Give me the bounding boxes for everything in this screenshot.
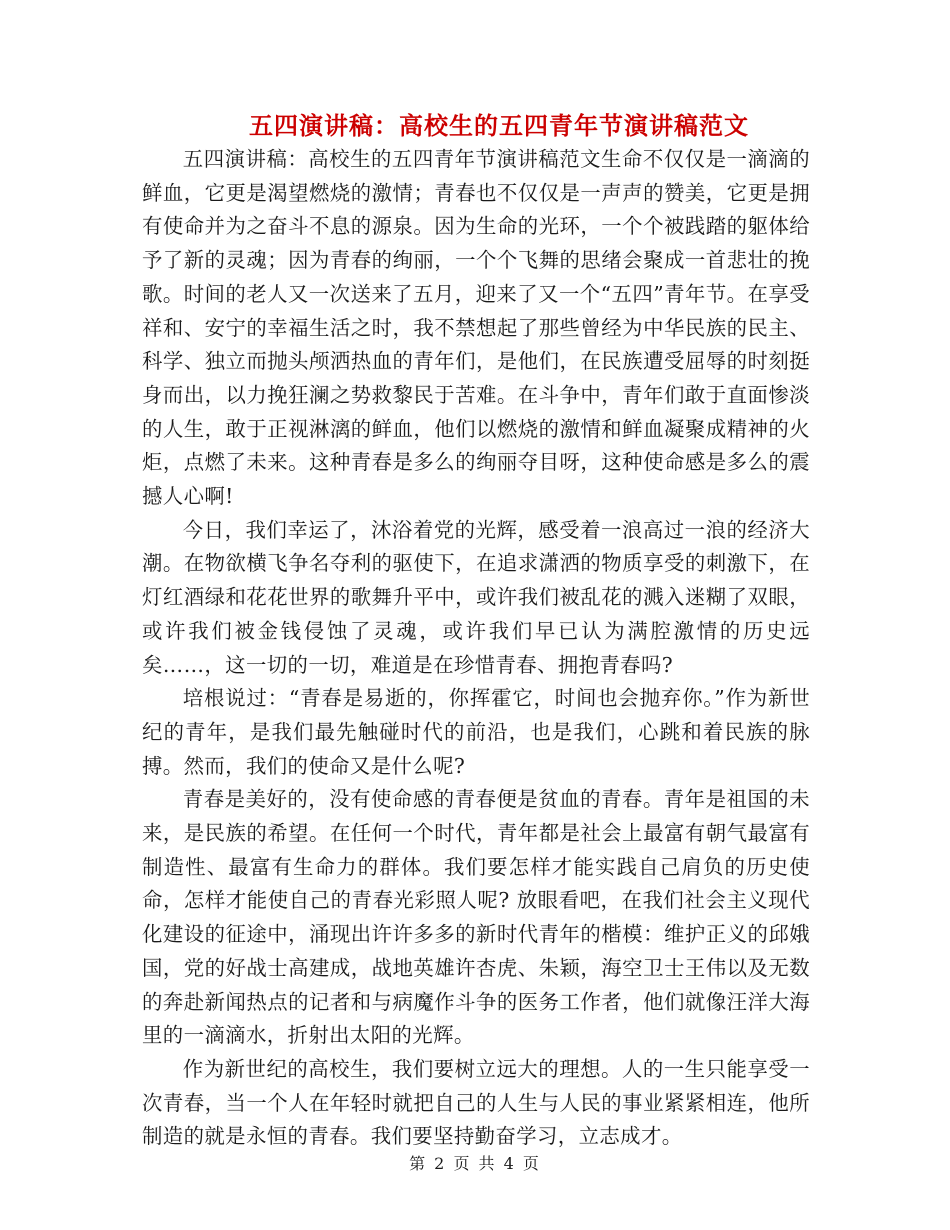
page-footer: 第 2 页 共 4 页 xyxy=(409,1154,541,1173)
document-title: 五四演讲稿：高校生的五四青年节演讲稿范文 xyxy=(249,112,749,140)
paragraph-4: 青春是美好的，没有使命感的青春便是贫血的青春。青年是祖国的未来，是民族的希望。在任何一个时代，青年都是社会上最富有朝气最富有制造性、最富有生命力的群体。我们要怎样才能实践自己肩负的历史使命，怎样才能使自己的青春光彩照人呢? 放眼看吧，在我们社会主义现代化建设的征途中，涌现出许许多多的新时代青年的楷模：维护正义的邱娥国，党的好战士高建成，战地英雄许杏虎、朱颖，海空卫士王伟以及无数的奔赴新闻热点的记者和与病魔作斗争的医务工作者，他们就像汪洋大海里的一滴滴水，折射出太阳的光辉。 xyxy=(142,787,810,1048)
paragraph-2: 今日，我们幸运了，沐浴着党的光辉，感受着一浪高过一浪的经济大潮。在物欲横飞争名夺利的驱使下，在追求潇洒的物质享受的刺激下，在灯红酒绿和花花世界的歌舞升平中，或许我们被乱花的溅入迷糊了双眼，或许我们被金钱侵蚀了灵魂，或许我们早已认为满腔激情的历史远矣……，这一切的一切，难道是在珍惜青春、拥抱青春吗? xyxy=(142,517,810,677)
document-body xyxy=(142,143,810,1154)
paragraph-3: 培根说过：“青春是易逝的，你挥霍它，时间也会抛弃你。”作为新世纪的青年，是我们最先触碰时代的前沿，也是我们，心跳和着民族的脉搏。然而，我们的使命又是什么呢? xyxy=(142,686,810,778)
paragraph-1: 五四演讲稿：高校生的五四青年节演讲稿范文生命不仅仅是一滴滴的鲜血，它更是渴望燃烧的激情；青春也不仅仅是一声声的赞美，它更是拥有使命并为之奋斗不息的源泉。因为生命的光环，一个个被践踏的躯体给予了新的灵魂；因为青春的绚丽，一个个飞舞的思绪会聚成一首悲壮的挽歌。时间的老人又一次送来了五月，迎来了又一个“五四”青年节。在享受祥和、安宁的幸福生活之时，我不禁想起了那些曾经为中华民族的民主、科学、独立而抛头颅洒热血的青年们，是他们，在民族遭受屈辱的时刻挺身而出，以力挽狂澜之势救黎民于苦难。在斗争中，青年们敢于直面惨淡的人生，敢于正视淋漓的鲜血，他们以燃烧的激情和鲜血凝聚成精神的火炬，点燃了未来。这种青春是多么的绚丽夺目呀，这种使命感是多么的震撼人心啊! xyxy=(142,147,810,509)
paragraph-5: 作为新世纪的高校生，我们要树立远大的理想。人的一生只能享受一次青春，当一个人在年轻时就把自己的人生与人民的事业紧紧相连，他所制造的就是永恒的青春。我们要坚持勤奋学习，立志成才。 xyxy=(142,1056,810,1149)
